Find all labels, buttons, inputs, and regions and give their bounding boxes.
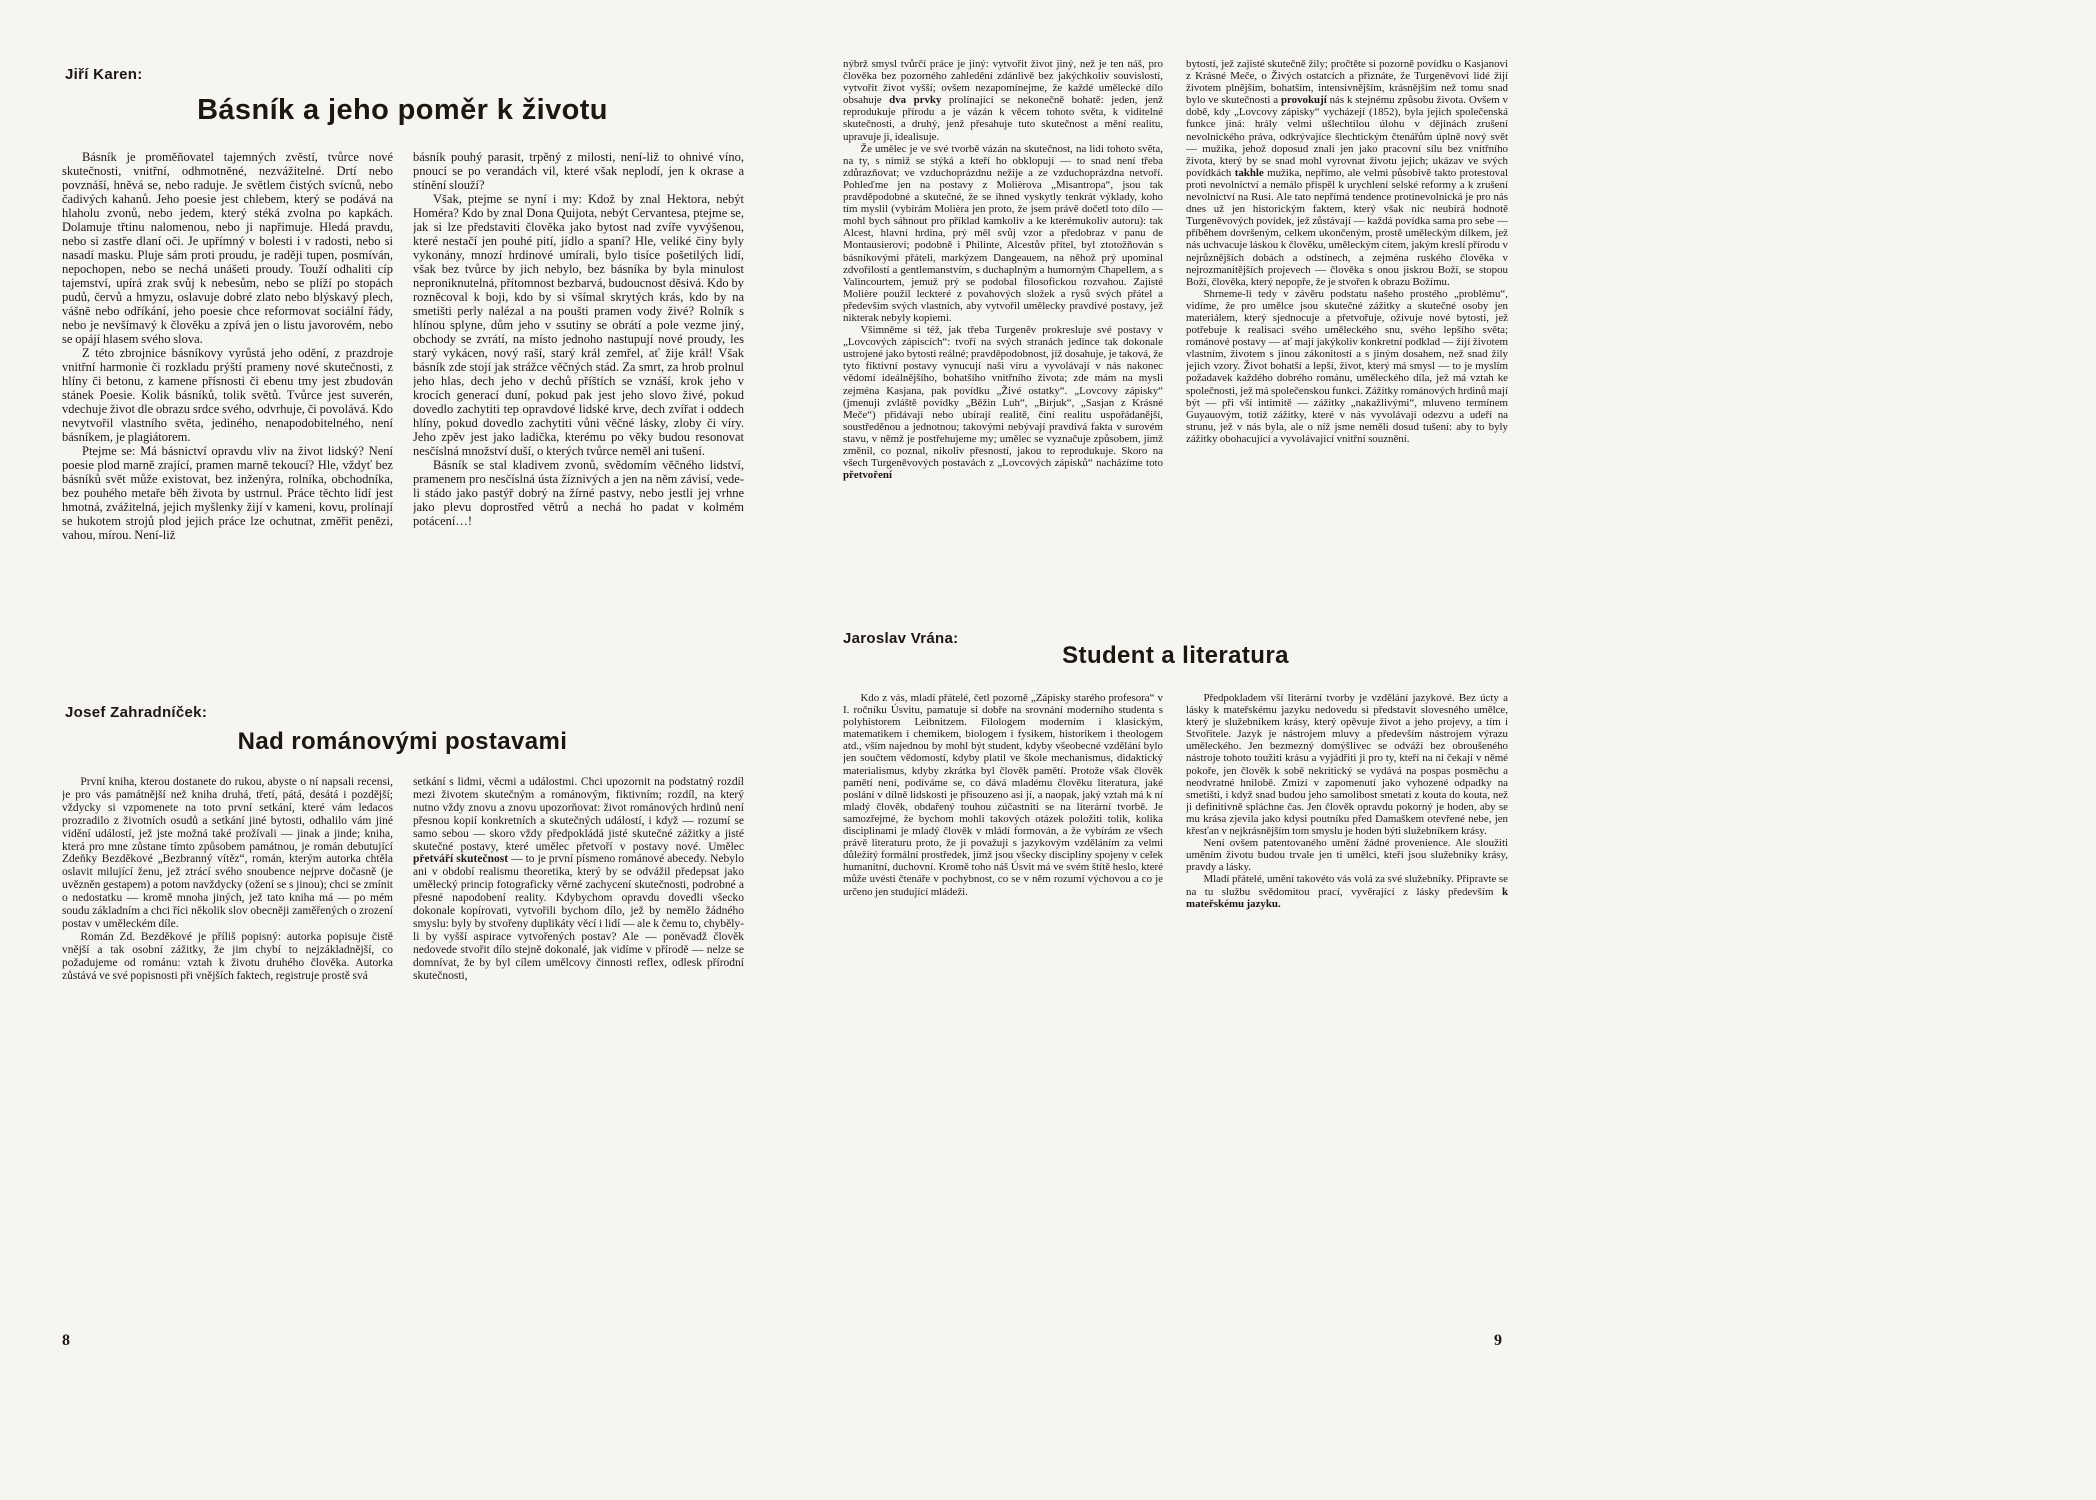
paragraph: setkání s lidmi, věcmi a událostmi. Chci upozornit na podstatný rozdíl mezi životem skutečným a románovým, fiktivním; rozdíl, na který nutno vždy znovu a znovu upozorňovat: život románových hrdinů není přesnou kopií konkretních a skutečných událostí, i když — rozumí se samo sebou — skoro vždy předpokládá jisté skutečné zážitky a jisté skutečné postavy, které umělec přetvoří v postavy nové. Umělec přetváří skutečnost — to je první písmeno románové abecedy. Nebylo ani v období realismu theoretika, který by se odvážil předepsat jako umělecký princip fotograficky věrné zachycení skutečnosti, podrobné a přesné napodobení reality. Kdybychom opravdu dovedli všecko dokonale kopírovati, vytvořili bychom dílo, jež by nemělo žádného smyslu: byly by stvořeny duplikáty věcí i lidí — ale k čemu to, chyběly-li by vyšší aspirace vytvořených postav? Ale — poněvadž člověk nedovede stvořit dílo stejně dokonalé, jak vidíme v přírodě — nelze se domnívat, že by byl cílem umělcovy činnosti reflex, odlesk přírodní skutečnosti, bbox=[413, 776, 744, 982]
article2-continuation-column2 bbox=[1186, 58, 1508, 618]
paragraph: Z této zbrojnice básníkovy vyrůstá jeho odění, z prazdroje vnitřní harmonie či rozkladu prýští prameny nové skutečnosti, z hlíny či betonu, z kamene přísnosti či ebenu tmy jest zbudován stánek Poesie. Kolik básníků, tolik světů. Tvůrce jest suverén, vdechuje život dle obrazu srdce svého, odvrhuje, či povolává. Kdo nevytvořil vlastního světa, jediného, nenapodobitelného, není básníkem, je plagiátorem. bbox=[62, 346, 393, 444]
paragraph: Všimněme si též, jak třeba Turgeněv prokresluje své postavy v „Lovcových zápiscích“: tvoří na svých stranách jedince tak dokonale ustrojené jako bytosti reálné; pravděpodobnost, jíž dosahuje, je taková, že tyto fiktivní postavy vynucují naši víru a vyvolávají v nás nakonec vědomí ideálnějšího, bohatšího vnitřního života; zde mám na mysli zejména Kasjana, pak povídku „Živé ostatky“. „Lovcovy zápisky“ (jmenuji zvláště povídky „Běžin Luh“, „Birjuk“, „Sasjan z Krásné Meče“) přidávají nebo ubírají realitě, činí realitu uspořádanější, soustředěnou a jednotnou; takovými nebývají pravdivá fakta v surovém stavu, v němž je postřehujeme my; umělec se vyznačuje způsobem, jímž změnil, co poznal, nikoliv přesností, jakou to reprodukuje. Skoro na všech Turgeněvových postavách z „Lovcových zápisků“ nacházíme toto přetvoření bbox=[843, 324, 1163, 482]
paragraph: Ptejme se: Má básnictví opravdu vliv na život lidský? Není poesie plod marně zrající, pramen marně tekoucí? Hle, vždyť bez básníků svět může existovat, bez inženýra, rolníka, obchodníka, bez pouhého metaře běh života by ustrnul. Práce těchto lidí jest hmotná, zvážitelná, jejich myšlenky žijí v kameni, kovu, prolínají se hukotem strojů plod jejich práce lze ochutnat, změřit penězi, vahou, mírou. Není-liž bbox=[62, 444, 393, 542]
paragraph: Básník je proměňovatel tajemných zvěstí, tvůrce nové skutečnosti, vnitřní, odhmotněné, nezvážitelné. Drtí nebo povznáší, hněvá se, nebo raduje. Je světlem čistých svícnů, nebo čadivých kahanů. Jeho poesie jest chlebem, který se podává na hlaholu zvonů, nebo jedem, který stéká zvolna po kapkách. Dolamuje třtinu nalomenou, nebo ji napřimuje. Hledá pravdu, nebo si zastře dlaní oči. Je upřímný v bolesti i v radosti, nebo si nasadí masku. Pluje sám proti proudu, je raději tupen, posmíván, nepochopen, nebo se nechá unášeti proudy. Touží odhaliti cíp tajemství, upírá zrak svůj k nebesům, nebo se plíží po stopách pudů, červů a hmyzu, oslavuje dobré zlato nebo blýskavý plech, vášně nebo odříkání, jeho poesie chce reformovat sociální řády, nebo je nevšímavý k člověku a zpívá jen o listu javorovém, nebo se opájí hlasem svého slova. bbox=[62, 150, 393, 346]
paragraph: Že umělec je ve své tvorbě vázán na skutečnost, na lidi tohoto světa, na ty, s nimiž se stýká a kteří ho obklopují — to snad není třeba zdůrazňovat; ve vzduchoprázdnu nežije a ze vzduchoprázdna netvoří. Pohleďme jen na postavy z Molièrova „Misantropa“, jsou tak pravděpodobné a skutečné, že se ihned vyskytly tenkrát výklady, koho tím myslil (vybírám Molièra jen proto, že jsem právě dočetl toto dílo — mohl bych sáhnout pro příklad kamkoliv a ke kterémukoliv autoru): tak Alcest, hlavní hrdina, prý měl svůj vzor a předobraz v panu de Montausierovi; podobně i Philinte, Alcestův přítel, byl ztotožňován s básníkovými přáteli, markýzem Dangeauem, na něhož prý upomínal zdvořilostí a gentlemanstvím, s duchaplným a humorným Chapellem, a s Valincourtem, jemuž prý se podobal filosofickou rozvahou. Zajisté Molière použil leckteré z povahových složek a rysů svých přátel a především svých vlastních, aby vytvořil umělecky pravdivé postavy, jež nikterak nebyly kopiemi. bbox=[843, 142, 1163, 324]
article-title-basnik: Básník a jeho poměr k životu bbox=[197, 94, 608, 126]
page-number-right: 9 bbox=[1494, 1332, 1502, 1349]
paragraph: Shrneme-li tedy v závěru podstatu našeho prostého „problému“, vidíme, že pro umělce jsou skutečné zážitky a skutečné osoby jen materiálem, který sjednocuje a přetvořuje, oživuje nové bytosti, jež potřebuje k realisaci svého uměleckého snu, svého lepšího světa; románové postavy — ať mají jakýkoliv konkretní podklad — žijí životem vlastním, životem s jinou zákonitostí a s jiným dosahem, než snad žily jejich vzory. Život bohatší a lepší, život, který má smysl — to je myslím požadavek každého dobrého románu, uměleckého díla, jež má vztah ke společnosti, jež má společenskou funkci. Zážitky románových hrdinů mají být — při vší intimitě — zážitky „nakažlivými“, mluveno termínem Guyauovým, totiž zážitky, které v nás vyvolávají odezvu a udeří na strunu, jež v nás byla, ale o níž jsme neměli dosud tušení: aby to byly zážitky obohacující a vyvolávající vnitřní souznění. bbox=[1186, 287, 1508, 445]
paragraph: Básník se stal kladivem zvonů, svědomím věčného lidství, pramenem pro nesčíslná ústa žíznivých a jen na něm závisí, vede-li stádo jako pastýř dobrý na žírné pastvy, nebo jestli jej vrhne jako plevu doprostřed větrů a nechá ho padat v kolmém potácení…! bbox=[413, 458, 744, 528]
paragraph: Kdo z vás, mladí přátelé, četl pozorně „Zápisky starého profesora“ v I. ročníku Úsvitu, pamatuje si dobře na srovnání moderního studenta s polyhistorem Leibnitzem. Filologem moderním i klasickým, matematikem i chemikem, biologem i fysikem, historikem i theologem atd., vším najednou by mohl být student, kdyby všeobecné vzdělání bylo jen součtem vědomostí, kdyby platil ve škole mechanismus, didaktický materialismus, kdyby zkrátka byl člověk pamětí. Protože však člověk pamětí není, podíváme se, co dává mladému člověku literatura, jaké poslání v dílně lidskosti je přisouzeno asi jí, a naopak, jaký vztah má k ní mladý člověk, obdařený touhou zúčastniti se na literární tvorbě. Je samozřejmé, že bychom mohli takových otázek položiti tolik, kolika disciplinami je mladý člověk v mládí formován, a že vybírám ze všech právě literaturu proto, že ji považuji s jazykovým vzděláním za velmi důležitý formální prostředek, jímž jsou všecky discipliny spojeny v celek humanitní, duchovní. Kromě toho náš Úsvit má ve svém štítě heslo, které může uvésti čtenáře v pochybnost, co se v něm rozumí výchovou a co je určeno jen studující mládeži. bbox=[843, 692, 1163, 898]
paragraph: Mladí přátelé, umění takovéto vás volá za své služebníky. Připravte se na tu službu svědomitou prací, vyvěrající z lásky především k mateřskému jazyku. bbox=[1186, 873, 1508, 910]
article3-column2 bbox=[1186, 692, 1508, 1122]
article2-column2 bbox=[413, 776, 744, 1316]
article2-column1 bbox=[62, 776, 393, 1316]
article1-column1 bbox=[62, 150, 393, 670]
author-byline-karen: Jiří Karen: bbox=[65, 66, 143, 83]
paragraph: Předpokladem vší literární tvorby je vzdělání jazykové. Bez úcty a lásky k mateřskému jazyku nedovedu si představit slovesného umělce, který je služebníkem krásy, který opěvuje život a jeho projevy, a tím i Stvořitele. Jazyk je nástrojem mluvy a především nástrojem výrazu uměleckého. Jen bezmezný domýšlivec se odváží bez obroušeného nástroje tohoto toužiti krásu a vyjádřiti ji pro ty, kteří na ni čekají v němé pokoře, jen člověk k sobě nekritický se vydává na pospas posměchu a neodvratné hnilobě. Zmizí v zapomenutí jako vyhozené odpadky na smetišti, i když snad budou jeho samolibost smetati z kouta do kouta, než ji definitivně spláchne čas. Jen člověk opravdu pokorný je hoden, aby se mu krása zjevila jako kdysi poutníku před Damaškem otevřené nebe, jen křesťan v nejkrásnějším tom smyslu je hoden býti služebníkem krásy. bbox=[1186, 692, 1508, 838]
paragraph: Není ovšem patentovaného umění žádné provenience. Ale sloužiti uměním životu budou trvale jen ti umělci, kteří jsou služebníky krásy, pravdy a lásky. bbox=[1186, 837, 1508, 874]
paragraph: První kniha, kterou dostanete do rukou, abyste o ní napsali recensi, je pro vás památnější než kniha druhá, třetí, pátá, desátá i pozdější; vždycky si vzpomenete na toto první setkání, které vám ledacos prozradilo z životních osudů a setkání jiné bytosti, odhalilo vám jiné vidění událostí, jež jste možná také prožívali — jinak a jinde; kniha, která pro mne zůstane tímto způsobem památnou, je román debutující Zdeňky Bezděkové „Bezbranný vítěz“, román, kterým autorka chtěla oslavit milující ženu, jež ztrácí svého snoubence nejprve dočasně (je uvězněn gestapem) a potom navždycky (ožení se s jinou); chci se zmínit o nedostatku — kromě mnoha jiných, jež tato kniha má — po mém soudu základním a chci říci několik slov obecněji zaměřených o zrození postav v uměleckém díle. bbox=[62, 776, 393, 930]
paragraph: básník pouhý parasit, trpěný z milosti, není-liž to ohnivé víno, pnoucí se po verandách vil, které však neplodí, jen k okrase a stínění slouží? bbox=[413, 150, 744, 192]
paragraph: Však, ptejme se nyní i my: Kdož by znal Hektora, nebýt Homéra? Kdo by znal Dona Quijota, nebýt Cervantesa, ptejme se, jak si lze představiti člověka jako bytost nad zvíře vyvýšenou, které nestačí jen pouhé pití, jídlo a spaní? Hle, veliké činy byly vykonány, mnozí hrdinové umírali, bylo tisíce pošetilých lidí, však bez tvůrce by jich nebylo, bez básníka by byla minulost neproniknutelná, přítomnost bezbarvá, budoucnost děsivá. Kdo by rozněcoval k boji, kdo by si všímal skrytých krás, kdo by na smetišti perly nalézal a na poušti pramen vody živé? Rolník s hlínou splyne, dům jeho v ssutiny se obrátí a pole vezme jiný, obchody se zvrátí, na místo jednoho nastupují nové proudy, les starý vykácen, nový raší, starý král zemřel, ať žije král! Však básník zde stojí jak strážce věčných stád. Za smrt, za hrob prolnul jeho hlas, dech jeho v dechů příštích se vznáší, krok jeho v krocích generací duní, pokud pak jest jeho slovo živé, pokud dovedlo zachytiti tep opravdové lidské krve, dech zvířat i oddech hlíny, pokud dovedlo zachytiti vůni věčné lásky, zloby či víry. Jeho zpěv jest jako ladička, kterému po věky budou resonovat nesčíslná množství duší, o kterých tvůrce neměl ani tušení. bbox=[413, 192, 744, 458]
paragraph: nýbrž smysl tvůrčí práce je jiný: vytvořit život jiný, než je ten náš, pro člověka bez pozorného zahledění zdánlivě bez jakýchkoliv souvislostí, vytvořit život vyšší; ovšem nezapomínejme, že každé umělecké dílo obsahuje dva prvky prolínající se nekonečně bohatě: jeden, jenž reprodukuje přírodu a je vázán k věcem tohoto světa, k viditelné skutečnosti, a druhý, jenž přesahuje tuto skutečnost a mění realitu, upravuje ji, idealisuje. bbox=[843, 58, 1163, 143]
article3-column1 bbox=[843, 692, 1163, 1072]
article1-column2 bbox=[413, 150, 744, 670]
page-number-left: 8 bbox=[62, 1332, 70, 1349]
paragraph: Román Zd. Bezděkové je příliš popisný: autorka popisuje čistě vnější a tak osobní zážitky, že jim chybí to nejzákladnější, co požadujeme od románu: vztah k životu druhého člověka. Autorka zůstává ve své popisnosti při vnějších faktech, registruje prostě svá bbox=[62, 930, 393, 982]
author-byline-vrana: Jaroslav Vrána: bbox=[843, 630, 959, 647]
article2-continuation-column1 bbox=[843, 58, 1163, 603]
paragraph: bytostí, jež zajisté skutečně žily; pročtěte si pozorně povídku o Kasjanovi z Krásné Meče, o Živých ostatcích a přiznáte, že Turgeněvovi lidé žijí životem plnějším, bohatším, intensivnějším, krásnějším než tomu snad bylo ve skutečnosti a provokují nás k stejnému způsobu života. Ovšem v době, kdy „Lovcovy zápisky“ vycházejí (1852), byla jejich společenská funkce jiná: hrály velmi ušlechtilou úlohu v dějinách zrušení nevolnického práva, odkrývajíce šlechtickým čtenářům úplně nový svět — mužika, jehož doposud znali jen jako pracovní sílu bez vnitřního života, který by se snad mohl vyrovnat životu jejich; ukázav ve svých povídkách takhle mužika, nepřímo, ale velmi působivě takto protestoval proti nevolnictví a nemálo přispěl k urychlení selské reformy a k zrušení nevolnictví na Rusi. Ale tato nepřímá tendence protinevolnická je pro nás dnes už jen historickým faktem, který však nic neubírá hodnotě Turgeněvových povídek, jež zůstávají — každá povídka sama pro sebe — příběhem dovršeným, celkem ukončeným, prostě uměleckým dílkem, jež nás uchvacuje láskou k člověku, uměleckým citem, jakým kreslí přírodu v nejrůznějších dobách a odstínech, a zejména ruského člověka v nejrozmanitějších projevech — člověka s onou jiskrou Boží, se stopou Boží, člověka, který nepopře, že je stvořen k obrazu Božímu. bbox=[1186, 58, 1508, 288]
article-title-student: Student a literatura bbox=[1062, 642, 1289, 669]
author-byline-zahradnicek: Josef Zahradníček: bbox=[65, 704, 208, 721]
article-title-postavy: Nad románovými postavami bbox=[237, 728, 568, 755]
